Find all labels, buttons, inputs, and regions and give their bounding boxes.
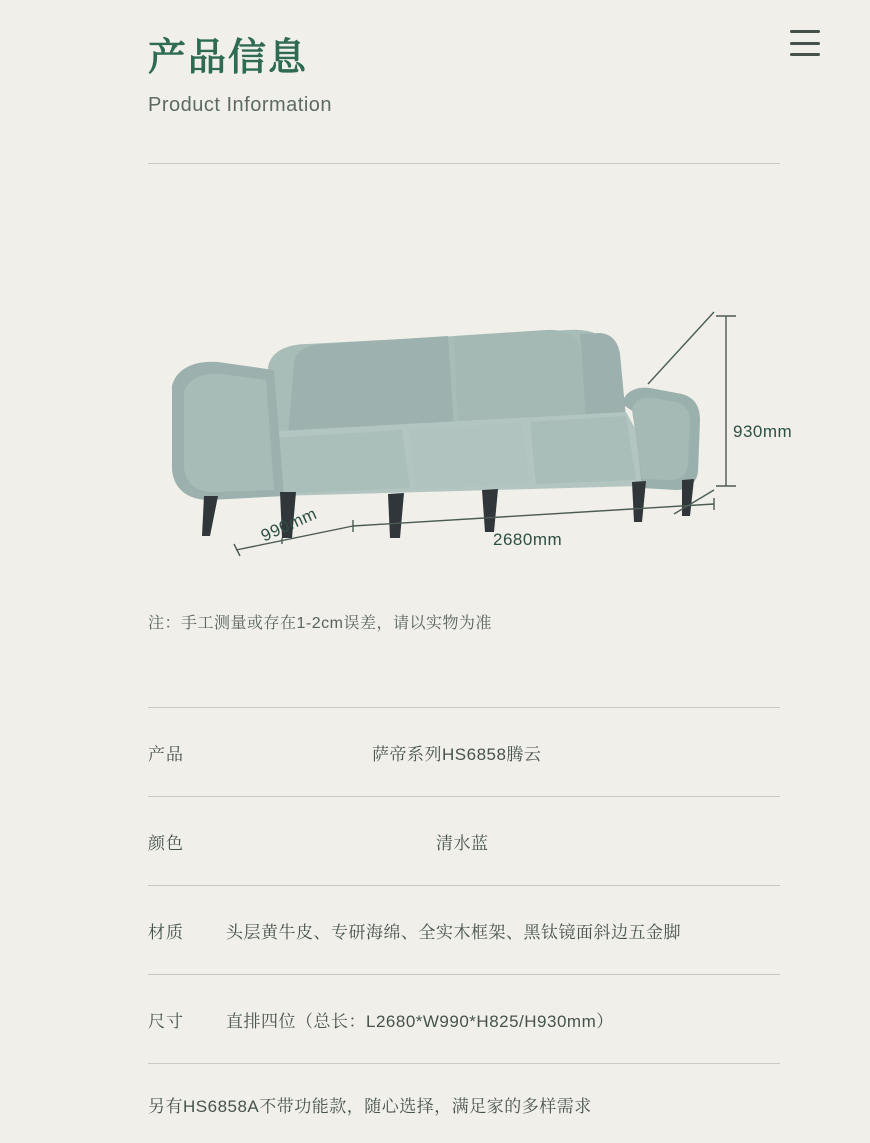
sofa-illustration [148, 300, 808, 590]
table-row [148, 885, 780, 974]
dimension-height-label: 930mm [733, 422, 793, 441]
hamburger-menu-icon[interactable] [790, 30, 820, 56]
spec-value-size: 直排四位（总长：L2680*W990*H825/H930mm） [226, 1011, 614, 1031]
spec-key-product: 产品 [148, 744, 184, 764]
page-subtitle: Product Information [148, 93, 333, 116]
menu-bar-1 [790, 30, 820, 33]
spec-value-color: 清水蓝 [436, 833, 489, 853]
product-image [148, 300, 808, 590]
table-row [148, 796, 780, 885]
dimension-depth-label: 990mm [258, 503, 320, 546]
spec-value-material: 头层黄牛皮、专研海绵、全实木框架、黑钛镜面斜边五金脚 [226, 922, 681, 942]
table-row [148, 974, 780, 1063]
divider-top [148, 163, 780, 164]
page-title: 产品信息 [148, 37, 309, 79]
dimension-width-label: 2680mm [493, 530, 563, 549]
spec-key-color: 颜色 [148, 833, 184, 853]
measurement-note: 注：手工测量或存在1-2cm误差，请以实物为准 [148, 615, 492, 632]
specification-table [148, 707, 780, 1117]
spec-footer-note: 另有HS6858A不带功能款，随心选择，满足家的多样需求 [148, 1063, 780, 1117]
menu-bar-3 [790, 53, 820, 56]
menu-bar-2 [790, 42, 820, 45]
spec-key-size: 尺寸 [148, 1011, 184, 1031]
page-title-block [148, 36, 332, 117]
product-info-sheet [88, 0, 870, 1143]
table-row [148, 707, 780, 796]
spec-value-product: 萨帝系列HS6858腾云 [372, 744, 542, 764]
spec-key-material: 材质 [148, 922, 184, 942]
